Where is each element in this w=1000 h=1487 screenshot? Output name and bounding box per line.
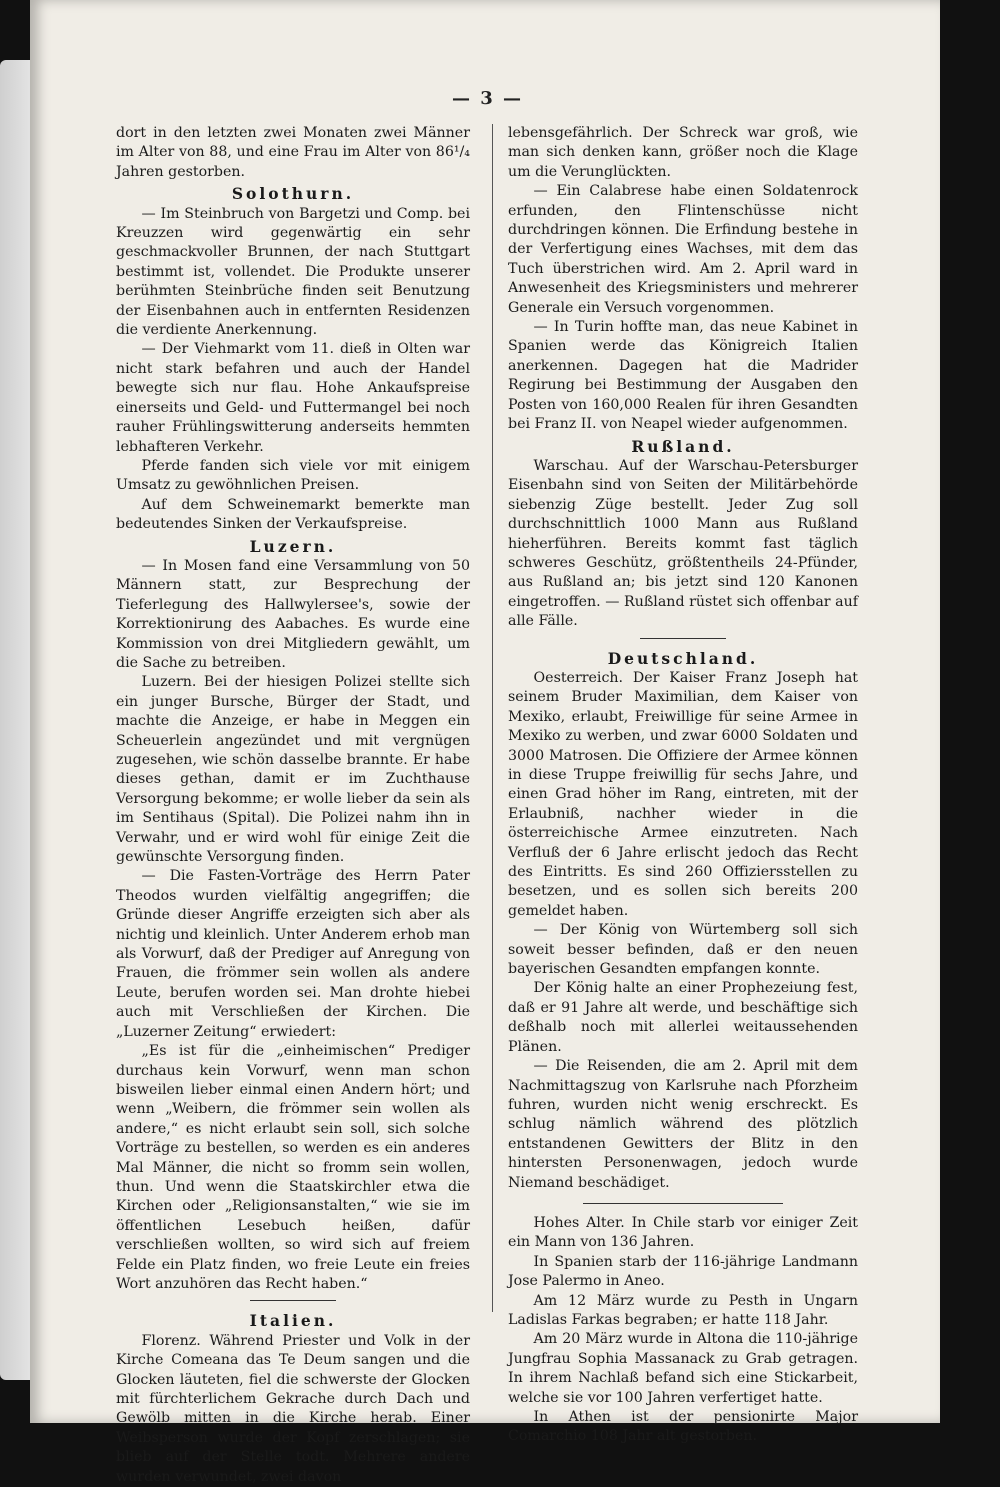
paragraph: Am 20 März wurde in Altona die 110-jährige Jungfrau Sophia Massanack zu Grab getragen. In ihrem Nachlaß befand sich eine Stickarbeit, welche sie vor 100 Jahren verfertiget hatte. bbox=[508, 1331, 858, 1406]
paragraph: Hohes Alter. In Chile starb vor einiger Zeit ein Mann von 136 Jahren. bbox=[508, 1214, 858, 1251]
paragraph: Luzern. Bei der hiesigen Polizei stellte sich ein junger Bursche, Bürger der Stadt, und machte die Anzeige, er habe in Meggen ein Scheuerlein angezündet und mit vergnügen zugesehen, wie schön dasselbe brannte. Er habe dieses gethan, damit er im Zuchthause Versorgung bekomme; er wolle lieber da sein als im Sentihaus (Spital). Die Polizei nahm ihn in Verwahr, und er wird wohl für einige Zeit die gewünschte Versorgung finden. bbox=[116, 674, 470, 866]
column-divider bbox=[492, 124, 493, 1312]
right-column bbox=[508, 124, 858, 1447]
left-column bbox=[116, 124, 470, 1487]
paragraph: lebensgefährlich. Der Schreck war groß, wie man sich denken kann, größer noch die Klage um die Verunglückten. bbox=[508, 125, 858, 180]
paragraph: In Athen ist der pensionirte Major Comarchio 108 Jahr alt gestorben. bbox=[508, 1409, 858, 1445]
paragraph: — Im Steinbruch von Bargetzi und Comp. bei Kreuzzen wird gegenwärtig ein sehr geschmackvoller Brunnen, der nach Stuttgart bestimmt ist, vollendet. Die Produkte unserer berühmten Steinbrüche finden seit Benutzung der Eisenbahnen auch in entfernten Residenzen die verdiente Anerkennung. bbox=[116, 205, 470, 339]
paragraph: Am 12 März wurde zu Pesth in Ungarn Ladislas Farkas begraben; er hatte 118 Jahr. bbox=[508, 1292, 858, 1328]
section-heading-italien: Italien. bbox=[249, 1311, 337, 1331]
paragraph: Pferde fanden sich viele vor mit einigem Umsatz zu gewöhnlichen Preisen. bbox=[116, 457, 470, 494]
page-number: — 3 — bbox=[452, 88, 524, 109]
paragraph: — Ein Calabrese habe einen Soldatenrock erfunden, den Flintenschüsse nicht durchdringen können. Die Erfindung bestehe in der Verfertigung eines Wachses, mit dem das Tuch überstrichen wird. Am 2. April ward in Anwesenheit des Kriegsministers und mehrerer Generale ein Versuch vorgenommen. bbox=[508, 183, 858, 316]
paragraph: — Der Viehmarkt vom 11. dieß in Olten war nicht stark befahren und auch der Handel bewegte sich nur flau. Hohe Ankaufspreise einerseits und Geld- und Futtermangel bei noch rauher Frühlingswitterung anderseits hemmten lebhafteren Verkehr. bbox=[116, 341, 470, 455]
paragraph: Auf dem Schweinemarkt bemerkte man bedeutendes Sinken der Verkaufspreise. bbox=[116, 496, 470, 533]
paragraph: Florenz. Während Priester und Volk in der Kirche Comeana das Te Deum sangen und die Glocken läuteten, fiel die schwerste der Glocken mit fürchterlichem Gekrache durch Dach und Gewölb mitten in die Kirche herab. Einer Weibsperson wurde der Kopf zerschlagen; sie blieb auf der Stelle todt. Mehrere andere wurden verwundet, zwei davon bbox=[116, 1332, 470, 1485]
section-separator bbox=[640, 638, 726, 639]
paragraph: — Der König von Würtemberg soll sich soweit besser befinden, daß er den neuen bayerischen Gesandten empfangen konnte. bbox=[508, 922, 858, 978]
paragraph: Oesterreich. Der Kaiser Franz Joseph hat seinem Bruder Maximilian, dem Kaiser von Mexiko, erlaubt, Freiwillige für seine Armee in Mexiko zu werben, und zwar 6000 Soldaten und 3000 Matrosen. Die Offiziere der Armee können in diese Truppe freiwillig für sechs Jahre, und einen Grad höher im Rang, eintreten, mit der Erlaubniß, nachher wieder in die österreichische Armee einzutreten. Nach Verfluß der 6 Jahre erlischt jedoch das Recht des Eintritts. Es sind 260 Offiziersstellen zu besetzen, und es sollen sich bereits 200 gemeldet haben. bbox=[508, 669, 858, 919]
paragraph: — Die Reisenden, die am 2. April mit dem Nachmittagszug von Karlsruhe nach Pforzheim fuhren, wurden nicht wenig erschreckt. Es schlug nämlich während des plötzlich entstandenen Gewitters der Blitz in den hintersten Personenwagen, jedoch wurde Niemand beschädiget. bbox=[508, 1058, 858, 1191]
paragraph: — In Turin hoffte man, das neue Kabinet in Spanien werde das Königreich Italien anerkennen. Dagegen hat die Madrider Regirung bei Bestimmung der Ausgaben den Posten von 160,000 Realen für ihren Gesandten bei Franz II. von Neapel wieder aufgenommen. bbox=[508, 319, 858, 433]
paragraph: — In Mosen fand eine Versammlung von 50 Männern statt, zur Besprechung der Tieferlegung des Hallwylersee's, sowie der Korrektionirung des Aabaches. Es wurde eine Kommission von drei Mitgliedern gewählt, um die Sache zu betreiben. bbox=[116, 557, 470, 671]
section-separator bbox=[250, 1300, 336, 1301]
paragraph: In Spanien starb der 116-jährige Landmann Jose Palermo in Aneo. bbox=[508, 1253, 858, 1290]
section-heading-russland: Rußland. bbox=[631, 436, 735, 456]
paragraph: Warschau. Auf der Warschau-Petersburger Eisenbahn sind von Seiten der Militärbehörde siebenzig Züge bestellt. Jeder Zug soll durchschnittlich 1000 Mann aus Rußland hieherführen. Bereits kommt fast täglich schweres Geschütz, größtentheils 24-Pfünder, aus Rußland an; bis jetzt sind 120 Kanonen eingetroffen. — Rußland rüstet sich offenbar auf alle Fälle. bbox=[508, 457, 858, 630]
paragraph: „Es ist für die „einheimischen“ Prediger durchaus kein Vorwurf, wenn man schon bisweilen lieber einmal einen Andern hört; und wenn „Weibern, die frömmer sein wollen als andere,“ es nicht erlaubt sein soll, sich solche Vorträge zu bestellen, so werden es ein anderes Mal Männer, die nicht so fromm sein wollen, thun. Und wenn die Staatskirchler etwa die Kirchen oder „Religionsanstalten,“ wie sie im öffentlichen Lesebuch heißen, dafür verschließen wollten, so wird sich auf freiem Felde ein Platz finden, wo freie Leute ein freies Wort anzuhören das Recht haben.“ bbox=[116, 1043, 470, 1292]
section-heading-luzern: Luzern. bbox=[249, 536, 337, 556]
section-heading-solothurn: Solothurn. bbox=[231, 184, 355, 204]
section-separator bbox=[583, 1203, 783, 1204]
section-heading-deutschland: Deutschland. bbox=[607, 648, 759, 668]
paragraph: — Die Fasten-Vorträge des Herrn Pater Theodos wurden vielfältig angegriffen; die Gründe dieser Angriffe erzeigten sich aber als nichtig und kleinlich. Unter Anderem erhob man als Vorwurf, daß der Prediger auf Anregung von Frauen, die frömmer sein wollen als andere Leute, berufen worden sei. Man drohte hiebei auch mit Verschließen der Kirchen. Die „Luzerner Zeitung“ erwiedert: bbox=[116, 868, 470, 1040]
paragraph: Der König halte an einer Prophezeiung fest, daß er 91 Jahre alt werde, und beschäftige sich deßhalb noch mit allerlei weitaussehenden Plänen. bbox=[508, 980, 858, 1055]
paragraph: dort in den letzten zwei Monaten zwei Männer im Alter von 88, und eine Frau im Alter von 86¹/₄ Jahren gestorben. bbox=[116, 125, 470, 180]
